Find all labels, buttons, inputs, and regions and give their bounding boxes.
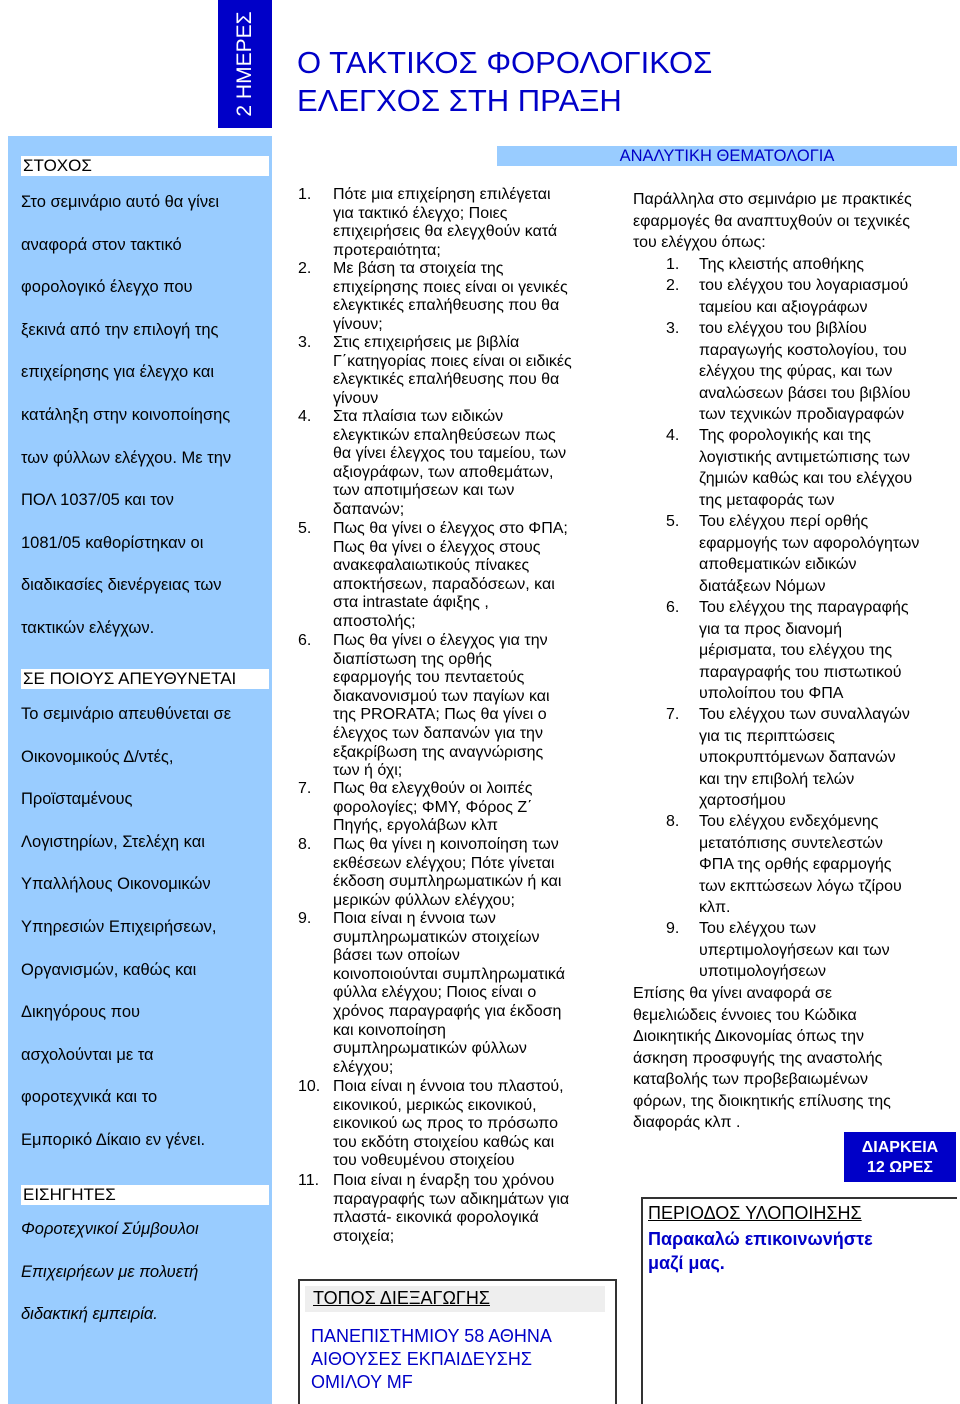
topic-text: Πως θα γίνει ο έλεγχος για την διαπίστωση της ορθής εφαρμογής του πενταετούς διακανονισμού των παγίων και της PRORATA; Πως θα γίνει ο έλεγχος των δαπανών για την εξακρίβωση της αναγνώρισης των ή όχι; — [333, 632, 550, 780]
goal-text: Στο σεμινάριο αυτό θα γίνει αναφορά στον τακτικό φορολογικό έλεγχο που ξεκινά από την επιλογή της επιχείρησης για έλεγχο και κατάληξη στην κοινοποίησης των φύλλων ελέγχου. Με την ΠΟΛ 1037/05 και τον 1081/05 καθορίστηκαν οι διαδικασίες διενέργειας των τακτικών ελέγχων. — [21, 193, 232, 637]
technique-text: Του ελέγχου περί ορθής εφαρμογής των αφορολόγητων αποθεματικών ειδικών διατάξεων Νόμων — [699, 513, 920, 595]
technique-number: 4. — [666, 427, 680, 444]
technique-text: Της φορολογικής και της λογιστικής αντιμετώπισης των ζημιών καθώς και του ελέγχου της μεταφοράς των — [699, 427, 913, 509]
topic-item — [298, 186, 628, 260]
technique-text: Της κλειστής αποθήκης — [699, 256, 864, 273]
technique-item — [666, 425, 960, 511]
technique-item — [666, 254, 960, 276]
topic-number: 11. — [298, 1172, 320, 1189]
location-heading-bar — [305, 1286, 605, 1312]
lecturers-text: Φοροτεχνικοί Σύμβουλοι Επιχειρήεων με πολυετή διδακτική εμπειρία. — [21, 1220, 199, 1324]
lecturers-heading: ΕΙΣΗΓΗΤΕΣ — [21, 1185, 269, 1205]
technique-item — [666, 318, 960, 426]
topic-item — [298, 910, 628, 1077]
location-box — [298, 1279, 617, 1404]
topic-text: Ποια είναι η έννοια του πλαστού, εικονικού, μερικώς εικονικού, εικονικού ως προς το πρόσωπο του εκδότη στοιχείου καθώς και του νοθευμένου στοιχείου — [333, 1078, 564, 1170]
topic-text: Ποια είναι η έννοια των συμπληρωματικών στοιχείων βάσει των οποίων κοινοποιούνται συμπληρωματικά φύλλα ελέγχου; Ποιος είναι ο χρόνος παραγραφής για έκδοση και κοινοποίηση συμπληρωματικών φύλλων ελέγχου; — [333, 910, 565, 1076]
duration-box — [844, 1132, 956, 1182]
topic-number: 2. — [298, 260, 312, 277]
technique-item — [666, 275, 960, 318]
technique-number: 6. — [666, 599, 680, 616]
technique-number: 9. — [666, 920, 680, 937]
topic-item — [298, 1078, 628, 1171]
topic-number: 4. — [298, 408, 312, 425]
technique-number: 5. — [666, 513, 680, 530]
technique-text: Του ελέγχου των συναλλαγών για τις περιπτώσεις υποκρυπτόμενων δαπανών και την επιβολή τελών χαρτοσήμου — [699, 706, 910, 809]
topics-heading-bar — [497, 146, 957, 166]
topic-text: Πως θα ελεγχθούν οι λοιπές φορολογίες; ΦΜΥ, Φόρος Ζ΄ Πηγής, εργολάβων κλπ — [333, 780, 533, 835]
topic-item — [298, 836, 628, 910]
technique-number: 1. — [666, 256, 680, 273]
topic-text: Στις επιχειρήσεις με βιβλία Γ΄κατηγορίας ποιες είναι οι ειδικές ελεγκτικές επαλήθευσης που θα γίνουν — [333, 334, 572, 407]
technique-text: Του ελέγχου ενδεχόμενης μετατόπισης συντελεστών ΦΠΑ της ορθής εφαρμογής των εκπτώσεων λόγω τζίρου κλπ. — [699, 813, 902, 916]
topic-number: 8. — [298, 836, 312, 853]
topic-number: 1. — [298, 186, 312, 203]
topic-item — [298, 260, 628, 334]
topic-number: 5. — [298, 520, 312, 537]
topic-text: Ποια είναι η έναρξη του χρόνου παραγραφής των αδικημάτων για πλαστά- εικονικά φορολογικά στοιχεία; — [333, 1172, 570, 1245]
administrative-code-text: Επίσης θα γίνει αναφορά σε θεμελιώδεις έννοιες του Κώδικα Διοικητικής Δικονομίας όπως την άσκηση προσφυγής της αναστολής καταβολής των προβεβαιωμένων φόρων, της διοικητικής επίλυσης της διαφοράς κλπ . — [633, 985, 891, 1131]
topic-text: Πως θα γίνει ο έλεγχος στο ΦΠΑ; Πως θα γίνει ο έλεγχος στους ανακεφαλαιωτικούς πίνακες αποκτήσεων, παραδόσεων, και στα intrastate άφιξης , αποστολής; — [333, 520, 568, 630]
period-text: Παρακαλώ επικοινωνήστε μαζί μας. — [648, 1229, 873, 1273]
technique-item — [666, 918, 960, 983]
location-heading: ΤΟΠΟΣ ΔΙΕΞΑΓΩΓΗΣ — [313, 1288, 490, 1308]
technique-item — [666, 597, 960, 705]
technique-number: 7. — [666, 706, 680, 723]
technique-item — [666, 511, 960, 597]
topic-number: 3. — [298, 334, 312, 351]
left-sidebar — [8, 136, 272, 1404]
topic-item — [298, 780, 628, 836]
topic-text: Με βάση τα στοιχεία της επιχείρησης ποιες είναι οι γενικές ελεγκτικές επαλήθευσης που θα γίνουν; — [333, 260, 568, 333]
technique-item — [666, 704, 960, 812]
topic-text: Στα πλαίσια των ειδικών ελεγκτικών επαληθεύσεων πως θα γίνει έλεγχος του ταμείου, των αξιογράφων, των αποθεμάτων, των αποτιμήσεων και των δαπανών; — [333, 408, 567, 518]
topic-number: 10. — [298, 1078, 321, 1095]
audience-text: Το σεμινάριο απευθύνεται σε Οικονομικούς Δ/ντές, Προϊσταμένους Λογιστηρίων, Στελέχη και Υπαλλήλους Οικονομικών Υπηρεσιών Επιχειρήσεων, Οργανισμών, καθώς και Δικηγόρους που ασχολούνται με τα φοροτεχνικά και το Εμπορικό Δίκαιο εν γένει. — [21, 705, 232, 1149]
topic-item — [298, 1172, 628, 1246]
days-tab — [218, 0, 272, 128]
page-title: Ο ΤΑΚΤΙΚΟΣ ΦΟΡΟΛΟΓΙΚΟΣ ΕΛΕΓΧΟΣ ΣΤΗ ΠΡΑΞΗ — [297, 45, 713, 118]
goal-heading: ΣΤΟΧΟΣ — [21, 156, 269, 176]
topic-item — [298, 520, 628, 632]
technique-text: του ελέγχου του βιβλίου παραγωγής κοστολογίου, του ελέγχου της φύρας, και των αναλώσεων βάσει του βιβλίου των τεχνικών προδιαγραφών — [699, 320, 911, 423]
duration-label: ΔΙΑΡΚΕΙΑ — [861, 1139, 939, 1156]
period-box — [641, 1197, 957, 1404]
topics-heading: ΑΝΑΛΥΤΙΚΗ ΘΕΜΑΤΟΛΟΓΙΑ — [619, 147, 835, 165]
topic-item — [298, 334, 628, 408]
period-heading: ΠΕΡΙΟΔΟΣ ΥΛΟΠΟΙΗΣΗΣ — [648, 1203, 862, 1223]
duration-value: 12 ΩΡΕΣ — [866, 1159, 933, 1176]
technique-text: Του ελέγχου των υπερτιμολογήσεων και των υποτιμολογήσεων — [699, 920, 890, 980]
technique-number: 2. — [666, 277, 680, 294]
technique-item — [666, 811, 960, 919]
location-text: ΠΑΝΕΠΙΣΤΗΜΙΟΥ 58 ΑΘΗΝΑ ΑΙΘΟΥΣΕΣ ΕΚΠΑΙΔΕΥΣΗΣ ΟΜΙΛΟΥ MF — [311, 1326, 552, 1392]
techniques-intro: Παράλληλα στο σεμινάριο με πρακτικές εφαρμογές θα αναπτυχθούν οι τεχνικές του ελέγχου όπως: — [633, 191, 912, 251]
topic-item — [298, 408, 628, 520]
topic-item — [298, 632, 628, 781]
technique-number: 3. — [666, 320, 680, 337]
topic-number: 7. — [298, 780, 312, 797]
audience-heading: ΣΕ ΠΟΙΟΥΣ ΑΠΕΥΘΥΝΕΤΑΙ — [21, 669, 269, 689]
technique-number: 8. — [666, 813, 680, 830]
topic-number: 6. — [298, 632, 312, 649]
technique-text: του ελέγχου του λογαριασμού ταμείου και αξιογράφων — [699, 277, 909, 316]
technique-text: Του ελέγχου της παραγραφής για τα προς διανομή μέρισματα, του ελέγχου της παραγραφής του πιστωτικού υπολοίπου του ΦΠΑ — [699, 599, 909, 702]
topic-number: 9. — [298, 910, 312, 927]
topic-text: Πότε μια επιχείρηση επιλέγεται για τακτικό έλεγχο; Ποιες επιχειρήσεις θα ελεγχθούν κατά προτεραιότητα; — [333, 186, 558, 259]
topic-text: Πως θα γίνει η κοινοποίηση των εκθέσεων ελέγχου; Πότε γίνεται έκδοση συμπληρωματικών ή και μερικών φύλλων ελέγχου; — [333, 836, 562, 909]
days-label: 2 ΗΜΕΡΕΣ — [233, 11, 256, 117]
